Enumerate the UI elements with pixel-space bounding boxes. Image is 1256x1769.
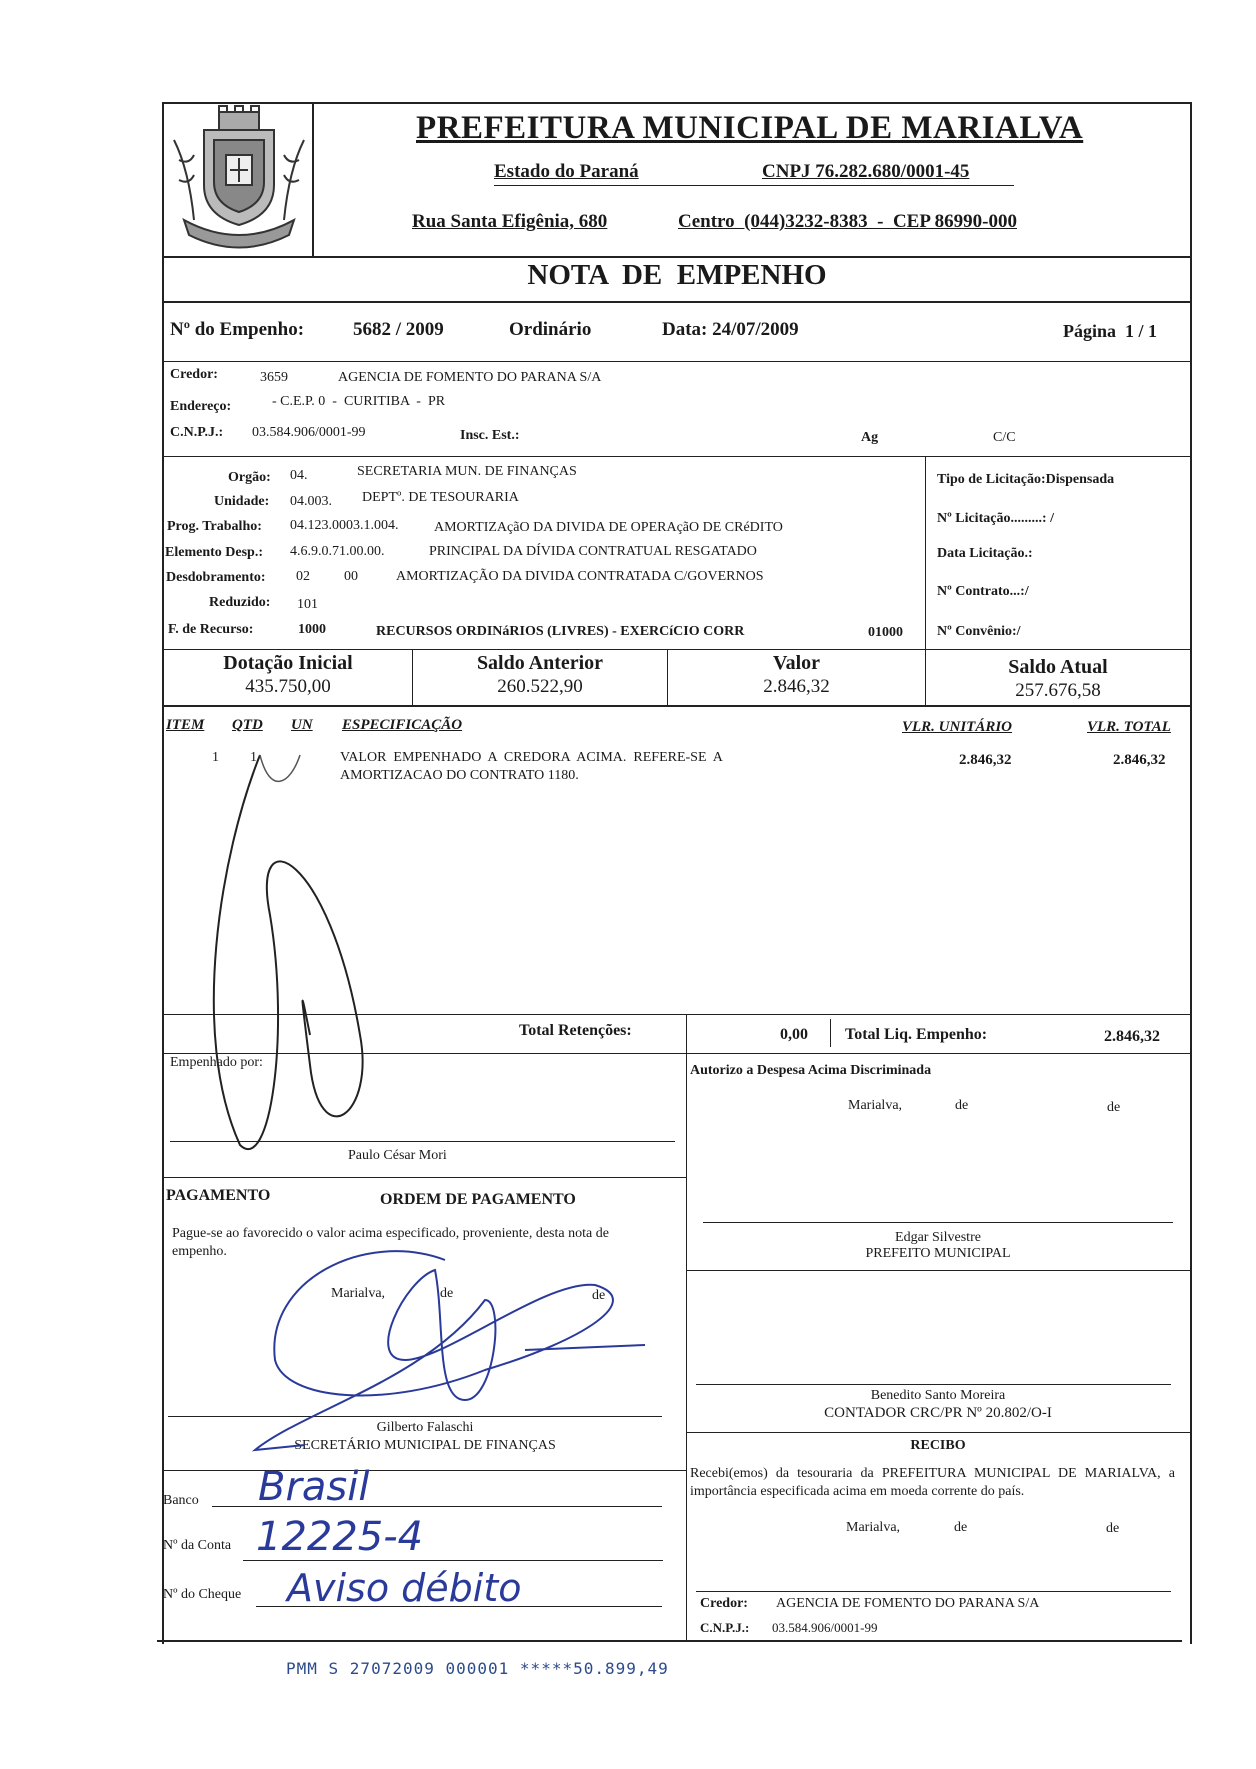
- page-number: Página 1 / 1: [1063, 321, 1158, 341]
- reduzido-label: Reduzido:: [209, 595, 271, 610]
- unidade-label: Unidade:: [214, 494, 270, 509]
- contador-signature-line: [696, 1384, 1171, 1385]
- numero-contrato: Nº Contrato...:/: [937, 584, 1029, 599]
- empenho-number-label: Nº do Empenho:: [170, 319, 305, 340]
- secretario-title: SECRETÁRIO MUNICIPAL DE FINANÇAS: [294, 1438, 556, 1453]
- elemento-desc: PRINCIPAL DA DÍVIDA CONTRATUAL RESGATADO: [429, 544, 757, 559]
- col-un: UN: [291, 717, 313, 733]
- row-qtd: 1: [250, 750, 257, 765]
- endereco-value: - C.E.P. 0 - CURITIBA - PR: [272, 394, 446, 409]
- recibo-text: Recebi(emos) da tesouraria da PREFEITURA MUNICIPAL DE MARIALVA, a importância especificada acima em moeda corrente do país.: [690, 1466, 1175, 1499]
- contador-title: CONTADOR CRC/PR Nº 20.802/O-I: [824, 1405, 1052, 1421]
- payment-stamp: PMM S 27072009 000001 *****50.899,49: [286, 1659, 669, 1678]
- fonte-recurso-code2: 01000: [868, 625, 903, 640]
- banco-label: Banco: [163, 1493, 199, 1508]
- desdobramento-label: Desdobramento:: [166, 570, 266, 585]
- conta-value: 12225-4: [256, 1514, 424, 1560]
- empenhado-name: Paulo César Mori: [348, 1148, 447, 1163]
- col-spec: ESPECIFICAÇÃO: [342, 717, 463, 733]
- cnpj-label: C.N.P.J.:: [170, 425, 224, 440]
- col-item: ITEM: [166, 717, 205, 733]
- pagamento-text: Pague-se ao favorecido o valor acima especificado, proveniente, desta nota de empenho.: [172, 1226, 609, 1259]
- recibo-cnpj-value: 03.584.906/0001-99: [772, 1620, 878, 1635]
- empenhado-label: Empenhado por:: [170, 1055, 263, 1070]
- contador-name: Benedito Santo Moreira: [870, 1388, 1006, 1403]
- frame-right: [1190, 102, 1192, 1644]
- recibo-de1: de: [954, 1520, 968, 1535]
- hr-credor-bottom: [162, 456, 1192, 457]
- recibo-credor-value: AGENCIA DE FOMENTO DO PARANA S/A: [776, 1596, 1040, 1611]
- prefeito-name: Edgar Silvestre: [895, 1230, 981, 1245]
- signature-secretario: [245, 1240, 665, 1460]
- dotacao-inicial-label: Dotação Inicial: [223, 652, 353, 674]
- total-retencoes-value: 0,00: [780, 1026, 808, 1043]
- signature-empenhado: [200, 735, 400, 1175]
- orgao-code: 04.: [290, 468, 308, 483]
- recibo-label: RECIBO: [910, 1438, 966, 1453]
- hr-title-bottom: [162, 301, 1192, 303]
- cnpj-header: CNPJ 76.282.680/0001-45: [762, 161, 970, 182]
- tipo-licitacao: Tipo de Licitação:Dispensada: [937, 472, 1115, 487]
- recibo-de2: de: [1106, 1521, 1120, 1536]
- cheque-label: Nº do Cheque: [163, 1587, 242, 1602]
- hr-prefeito-bottom: [686, 1270, 1192, 1271]
- hr-saldos-bottom: [162, 705, 1192, 707]
- dotacao-inicial-value: 435.750,00: [245, 676, 331, 697]
- valor-label: Valor: [772, 652, 821, 674]
- recibo-signature-line: [696, 1591, 1171, 1592]
- frame-top: [162, 102, 1192, 104]
- hr-title-top: [162, 256, 1192, 258]
- row-item: 1: [212, 750, 219, 765]
- fonte-recurso-label: F. de Recurso:: [168, 622, 254, 637]
- row-spec-line2: AMORTIZACAO DO CONTRATO 1180.: [340, 768, 579, 783]
- coat-of-arms: [164, 100, 314, 255]
- saldo-atual-label: Saldo Atual: [1008, 656, 1108, 678]
- totals-div2: [830, 1019, 831, 1047]
- fonte-recurso-desc: RECURSOS ORDINáRIOS (LIVRES) - EXERCíCIO CORR: [376, 624, 745, 639]
- empenho-type: Ordinário: [509, 319, 592, 340]
- ag-label: Ag: [861, 430, 879, 445]
- state-cnpj-underline: [494, 185, 1014, 186]
- autorizo-city: Marialva,: [848, 1098, 903, 1113]
- cc-label: C/C: [993, 430, 1016, 445]
- autorizo-label: Autorizo a Despesa Acima Discriminada: [690, 1063, 932, 1078]
- saldo-anterior-value: 260.522,90: [497, 676, 583, 697]
- orgao-desc: SECRETARIA MUN. DE FINANÇAS: [357, 464, 577, 479]
- total-liquido-label: Total Liq. Empenho:: [845, 1026, 988, 1043]
- credor-label: Credor:: [170, 367, 218, 382]
- valor-value: 2.846,32: [763, 676, 830, 697]
- prog-trabalho-label: Prog. Trabalho:: [167, 519, 262, 534]
- conta-line: [243, 1560, 663, 1561]
- hr-contador-bottom: [686, 1432, 1192, 1433]
- prog-trabalho-desc: AMORTIZAçãO DA DIVIDA DE OPERAçãO DE CRéDITO: [434, 520, 783, 535]
- orgao-label: Orgão:: [228, 470, 271, 485]
- banco-value: Brasil: [258, 1464, 370, 1510]
- row-total-value: 2.846,32: [1113, 752, 1166, 768]
- cnpj-value: 03.584.906/0001-99: [252, 425, 366, 440]
- hr-empenhado-bottom: [162, 1177, 687, 1178]
- reduzido-value: 101: [297, 597, 318, 612]
- recibo-cnpj-label: C.N.P.J.:: [700, 1620, 750, 1635]
- endereco-label: Endereço:: [170, 399, 232, 414]
- lower-middle-divider: [686, 1053, 687, 1640]
- pagamento-de2: de: [592, 1288, 606, 1303]
- elemento-code: 4.6.9.0.71.00.00.: [290, 544, 385, 559]
- unidade-code: 04.003.: [290, 494, 332, 509]
- total-liquido-value: 2.846,32: [1104, 1028, 1160, 1045]
- header-divider-left: [312, 102, 314, 257]
- hr-secretario-bottom: [162, 1470, 687, 1471]
- hr-dotacao-bottom: [162, 649, 1192, 650]
- empenho-number: 5682 / 2009: [353, 319, 444, 340]
- col-qtd: QTD: [232, 717, 263, 733]
- row-spec-line1: VALOR EMPENHADO A CREDORA ACIMA. REFERE-SE A: [340, 750, 723, 765]
- address-street: Rua Santa Efigênia, 680: [412, 211, 608, 232]
- desdobramento-desc: AMORTIZAÇÃO DA DIVIDA CONTRATADA C/GOVERNOS: [396, 569, 764, 584]
- col-unit-value: VLR. UNITÁRIO: [902, 719, 1013, 735]
- credor-name: AGENCIA DE FOMENTO DO PARANA S/A: [338, 370, 602, 385]
- prog-trabalho-code: 04.123.0003.1.004.: [290, 518, 399, 533]
- frame-bottom: [157, 1640, 1182, 1642]
- row-unit-value: 2.846,32: [959, 752, 1012, 768]
- document-title: NOTA DE EMPENHO: [527, 259, 827, 291]
- totals-div1: [686, 1014, 687, 1054]
- pagamento-city: Marialva,: [331, 1286, 386, 1301]
- autorizo-de2: de: [1107, 1100, 1121, 1115]
- prefeito-signature-line: [703, 1222, 1173, 1223]
- recibo-credor-label: Credor:: [700, 1596, 748, 1611]
- total-retencoes-label: Total Retenções:: [519, 1022, 632, 1039]
- numero-convenio: Nº Convênio:/: [937, 624, 1021, 639]
- coat-of-arms-icon: [164, 100, 314, 255]
- insc-est-label: Insc. Est.:: [460, 428, 520, 443]
- secretario-name: Gilberto Falaschi: [376, 1420, 474, 1435]
- pagamento-de1: de: [440, 1286, 454, 1301]
- pagamento-label: PAGAMENTO: [166, 1187, 271, 1204]
- desdobramento-code2: 00: [344, 569, 358, 584]
- autorizo-de1: de: [955, 1098, 969, 1113]
- fonte-recurso-code: 1000: [298, 622, 326, 637]
- conta-label: Nº da Conta: [163, 1538, 232, 1553]
- col-total-value: VLR. TOTAL: [1087, 719, 1171, 735]
- unidade-desc: DEPTº. DE TESOURARIA: [362, 490, 519, 505]
- saldo-atual-value: 257.676,58: [1015, 680, 1101, 701]
- credor-code: 3659: [260, 370, 288, 385]
- desdobramento-code1: 02: [296, 569, 310, 584]
- data-licitacao: Data Licitação.:: [937, 546, 1033, 561]
- address-rest: Centro (044)3232-8383 - CEP 86990-000: [678, 211, 1017, 232]
- empenho-date: Data: 24/07/2009: [662, 319, 799, 340]
- ordem-pagamento-label: ORDEM DE PAGAMENTO: [380, 1191, 576, 1208]
- saldo-anterior-label: Saldo Anterior: [476, 652, 604, 674]
- state-label: Estado do Paraná: [494, 161, 639, 182]
- city-hall-title: PREFEITURA MUNICIPAL DE MARIALVA: [416, 110, 1084, 146]
- frame-left: [162, 102, 164, 1644]
- recibo-city: Marialva,: [846, 1520, 901, 1535]
- dotacao-divider: [925, 456, 926, 650]
- elemento-label: Elemento Desp.:: [165, 545, 263, 560]
- prefeito-title: PREFEITO MUNICIPAL: [865, 1246, 1011, 1261]
- numero-licitacao: Nº Licitação.........: /: [937, 511, 1054, 526]
- cheque-value: Aviso débito: [287, 1566, 522, 1610]
- hr-empenho-bottom: [162, 361, 1192, 362]
